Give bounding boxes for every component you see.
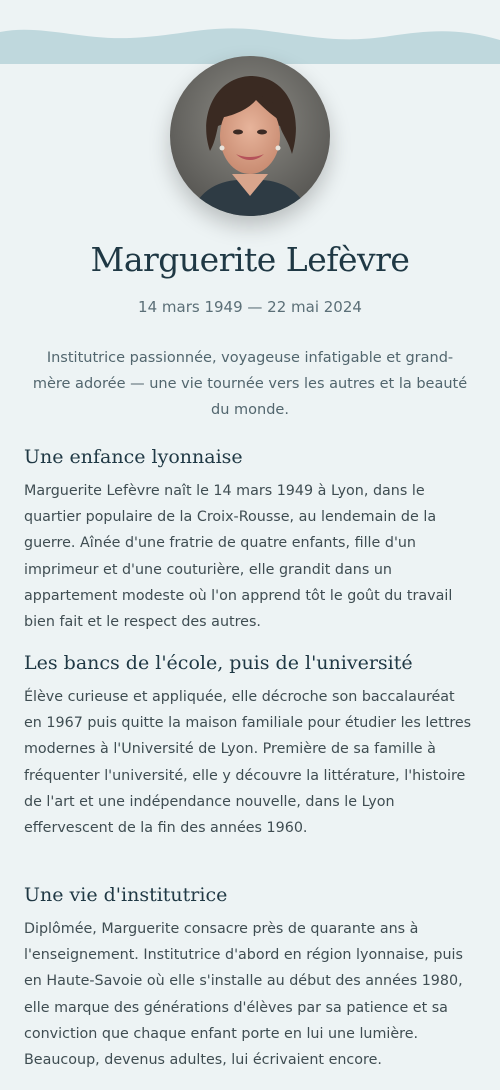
portrait-photo: [170, 56, 330, 216]
profile-tagline: Institutrice passionnée, voyageuse infatigable et grand-mère adorée — une vie tournée vers les autres et la beauté du monde.: [32, 350, 468, 418]
profile-name: Marguerite Lefèvre: [90, 240, 410, 279]
section-body: Élève curieuse et appliquée, elle décroche son baccalauréat en 1967 puis quitte la maison familiale pour étudier les lettres modernes à l'Université de Lyon. Première de sa famille à fréquenter l'université, elle y découvre la littérature, l'histoire de l'art et une indépendance nouvelle, dans le Lyon effervescent de la fin des années 1960.: [24, 689, 472, 837]
section-title: Une enfance lyonnaise: [24, 446, 243, 468]
biography-section-career: [24, 884, 476, 1073]
section-title: Une vie d'institutrice: [24, 884, 228, 906]
portrait-illustration: [170, 56, 330, 216]
biography-section-childhood: [24, 446, 476, 635]
section-body: Marguerite Lefèvre naît le 14 mars 1949 à Lyon, dans le quartier populaire de la Croix-Rousse, au lendemain de la guerre. Aînée d'une fratrie de quatre enfants, fille d'un imprimeur et d'une couturière, elle grandit dans un appartement modeste où l'on apprend tôt le goût du travail bien fait et le respect des autres.: [24, 483, 453, 631]
life-dates: 14 mars 1949 — 22 mai 2024: [138, 298, 362, 316]
section-title: Les bancs de l'école, puis de l'université: [24, 652, 413, 674]
section-body: Diplômée, Marguerite consacre près de quarante ans à l'enseignement. Institutrice d'abord en région lyonnaise, puis en Haute-Savoie où elle s'installe au début des années 1980, elle marque des générations d'élèves par sa patience et sa conviction que chaque enfant porte en lui une lumière. Beaucoup, devenus adultes, lui écrivaient encore.: [24, 921, 463, 1069]
biography-section-education: [24, 652, 476, 841]
